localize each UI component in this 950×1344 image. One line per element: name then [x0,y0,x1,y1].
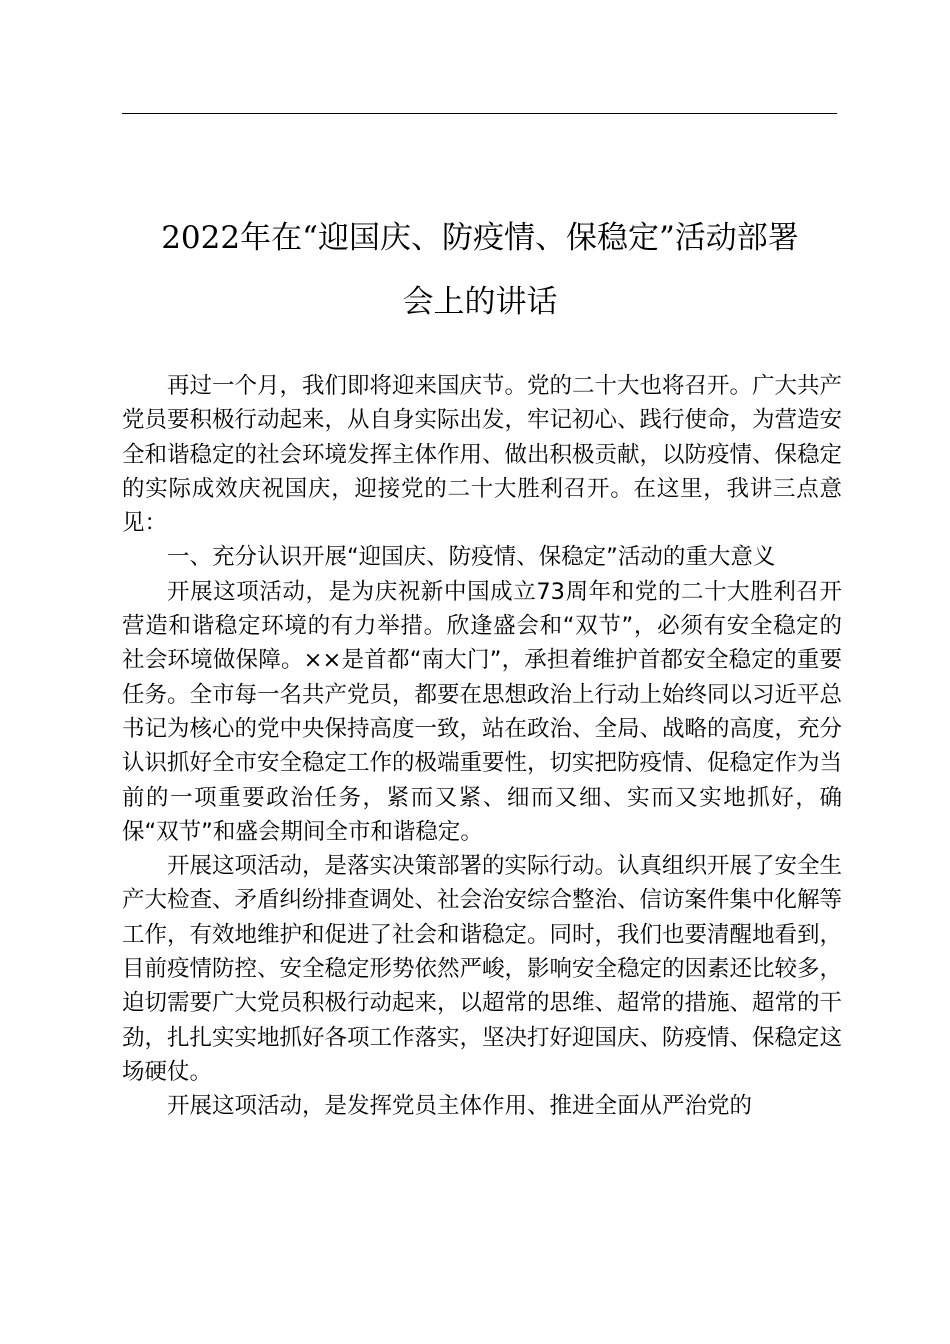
paragraph-significance-1: 开展这项活动，是为庆祝新中国成立73周年和党的二十大胜利召开营造和谐稳定环境的有力举措。欣逢盛会和“双节”，必须有安全稳定的社会环境做保障。××是首都“南大门”，承担着维护首都安全稳定的重要任务。全市每一名共产党员，都要在思想政治上行动上始终同以习近平总书记为核心的党中央保持高度一致，站在政治、全局、战略的高度，充分认识抓好全市安全稳定工作的极端重要性，切实把防疫情、促稳定作为当前的一项重要政治任务，紧而又紧、细而又细、实而又实地抓好，确保“双节”和盛会期间全市和谐稳定。 [122,578,843,845]
paragraph-intro: 再过一个月，我们即将迎来国庆节。党的二十大也将召开。广大共产党员要积极行动起来，从自身实际出发，牢记初心、践行使命，为营造安全和谐稳定的社会环境发挥主体作用、做出积极贡献，以防疫情、保稳定的实际成效庆祝国庆，迎接党的二十大胜利召开。在这里，我讲三点意见： [122,373,843,537]
document-title [110,206,850,334]
title-line-1: 2022年在“迎国庆、防疫情、保稳定”活动部署 [161,220,799,256]
title-line-2: 会上的讲话 [402,284,558,320]
document-body [122,369,842,1124]
header-rule [122,113,837,114]
paragraph-significance-3: 开展这项活动，是发挥党员主体作用、推进全面从严治党的 [167,1093,753,1120]
paragraph-significance-2: 开展这项活动，是落实决策部署的实际行动。认真组织开展了安全生产大检查、矛盾纠纷排查调处、社会治安综合整治、信访案件集中化解等工作，有效地维护和促进了社会和谐稳定。同时，我们也要清醒地看到，目前疫情防控、安全稳定形势依然严峻，影响安全稳定的因素还比较多，迫切需要广大党员积极行动起来，以超常的思维、超常的措施、超常的干劲，扎扎实实地抓好各项工作落实，坚决打好迎国庆、防疫情、保稳定这场硬仗。 [122,853,843,1085]
section-heading-1: 一、充分认识开展“迎国庆、防疫情、保稳定”活动的重大意义 [167,544,776,571]
